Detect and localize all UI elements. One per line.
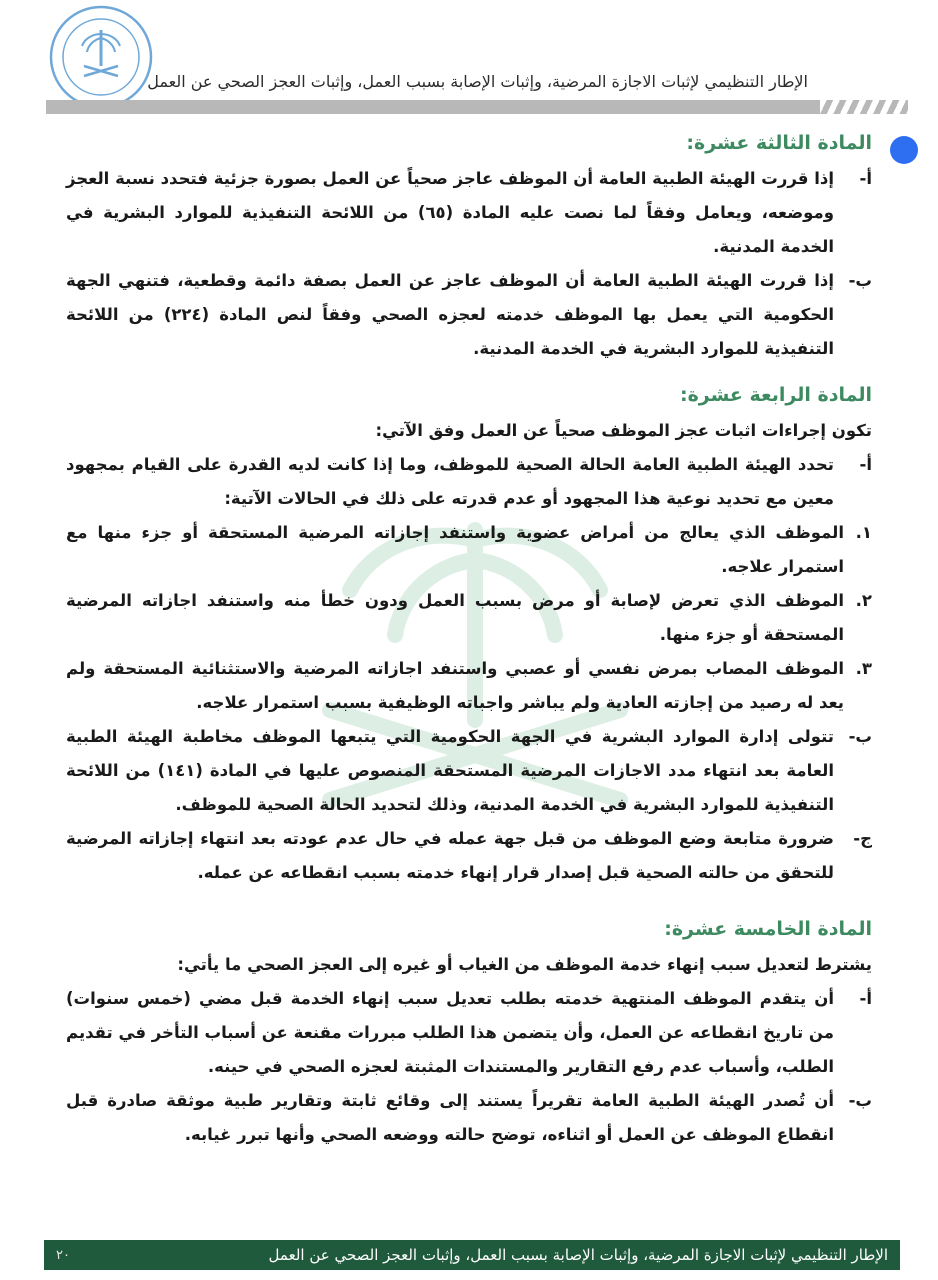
footer-title: الإطار التنظيمي لإثبات الاجازة المرضية، وإثبات الإصابة بسبب العمل، وإثبات العجز الصحي عن العمل	[268, 1246, 888, 1264]
article-14-item-a	[66, 448, 872, 516]
item-text: إذا قررت الهيئة الطبية العامة أن الموظف عاجز عن العمل بصفة دائمة وقطعية، فتنهي الجهة الحكومية التي يعمل بها الموظف خدمته لعجزه الصحي وفقاً لنص المادة (٢٢٤) من اللائحة التنفيذية للموارد البشرية في الخدمة المدنية.	[66, 271, 834, 358]
item-marker: ج-	[853, 829, 872, 848]
page-number: ٢٠	[56, 1247, 70, 1263]
article-14-item-c	[66, 822, 872, 890]
item-text: إذا قررت الهيئة الطبية العامة أن الموظف عاجز صحياً عن العمل بصورة جزئية فتحدد نسبة العجز وموضعه، ويعامل وفقاً لما نصت عليه المادة (٦٥) من اللائحة التنفيذية للموارد البشرية في الخدمة المدنية.	[66, 169, 835, 256]
document-content	[66, 128, 872, 1152]
header-divider-bar	[46, 100, 908, 114]
article-14-item-b	[66, 720, 872, 822]
subitem-marker: ١.	[855, 523, 872, 542]
article-14-subitem-1	[66, 516, 872, 584]
article-13-item-b	[66, 264, 872, 366]
article-14-subitem-2	[66, 584, 872, 652]
header-hatch-decoration	[820, 100, 910, 114]
blue-dot-marker	[890, 136, 918, 164]
header-title: الإطار التنظيمي لإثبات الاجازة المرضية، وإثبات الإصابة بسبب العمل، وإثبات العجز الصحي عن العمل	[147, 72, 808, 91]
article-14-intro: تكون إجراءات اثبات عجز الموظف صحياً عن العمل وفق الآتي:	[375, 421, 872, 440]
article-13-title: المادة الثالثة عشرة:	[686, 132, 872, 154]
item-marker: ب-	[848, 727, 872, 746]
item-marker: ب-	[848, 1091, 872, 1110]
article-15-intro: يشترط لتعديل سبب إنهاء خدمة الموظف من الغياب أو غيره إلى العجز الصحي ما يأتي:	[177, 955, 872, 974]
item-text: تحدد الهيئة الطبية العامة الحالة الصحية للموظف، وما إذا كانت لديه القدرة على القيام بمجهود معين مع تحديد نوعية هذا المجهود أو عدم قدرته على ذلك في الحالات الآتية:	[66, 455, 834, 508]
item-marker: ب-	[848, 271, 872, 290]
item-marker: أ-	[859, 989, 872, 1008]
subitem-marker: ٣.	[855, 659, 872, 678]
subitem-text: الموظف الذي تعرض لإصابة أو مرض بسبب العمل ودون خطأ منه واستنفد اجازاته المرضية المستحقة أو جزء منها.	[66, 591, 844, 644]
article-14-title: المادة الرابعة عشرة:	[679, 384, 872, 406]
item-marker: أ-	[859, 169, 872, 188]
seal-logo	[46, 4, 156, 110]
subitem-text: الموظف الذي يعالج من أمراض عضوية واستنفد إجازاته المرضية المستحقة أو جزء منها مع استمرار علاجه.	[66, 523, 844, 576]
item-text: ضرورة متابعة وضع الموظف من قبل جهة عمله في حال عدم عودته بعد انتهاء إجازاته المرضية للتحقق من حالته الصحية قبل إصدار قرار إنهاء خدمته بسبب انقطاعه عن عمله.	[66, 829, 834, 882]
item-text: تتولى إدارة الموارد البشرية في الجهة الحكومية التي يتبعها الموظف مخاطبة الهيئة الطبية العامة بعد انتهاء مدد الاجازات المرضية المستحقة المنصوص عليها في المادة (١٤١) من اللائحة التنفيذية للموارد البشرية في الخدمة المدنية، وذلك لتحديد الحالة الصحية للموظف.	[66, 727, 834, 814]
article-13-item-a	[66, 162, 872, 264]
subitem-text: الموظف المصاب بمرض نفسي أو عصبي واستنفد اجازاته المرضية والاستثنائية المستحقة ولم يعد له رصيد من إجازته العادية ولم يباشر واجباته الوظيفية بسبب استمرار علاجه.	[66, 659, 844, 712]
article-15-item-b	[66, 1084, 872, 1152]
item-marker: أ-	[859, 455, 872, 474]
subitem-marker: ٢.	[855, 591, 872, 610]
article-15-item-a	[66, 982, 872, 1084]
article-14-subitem-3	[66, 652, 872, 720]
footer-bar	[44, 1240, 900, 1270]
item-text: أن تُصدر الهيئة الطبية العامة تقريراً يستند إلى وقائع ثابتة وتقارير طبية موثقة صادرة قبل انقطاع الموظف عن العمل أو اثناءه، توضح حالته ووضعه الصحي وأنها تبرر غيابه.	[66, 1091, 834, 1144]
article-15-title: المادة الخامسة عشرة:	[664, 918, 872, 940]
item-text: أن يتقدم الموظف المنتهية خدمته بطلب تعديل سبب إنهاء الخدمة قبل مضي (خمس سنوات) من تاريخ انقطاعه عن العمل، وأن يتضمن هذا الطلب مبررات مقنعة عن أسباب التأخر في تقديم الطلب، وأسباب عدم رفع التقارير والمستندات المثبتة لعجزه الصحي في حينه.	[66, 989, 834, 1076]
